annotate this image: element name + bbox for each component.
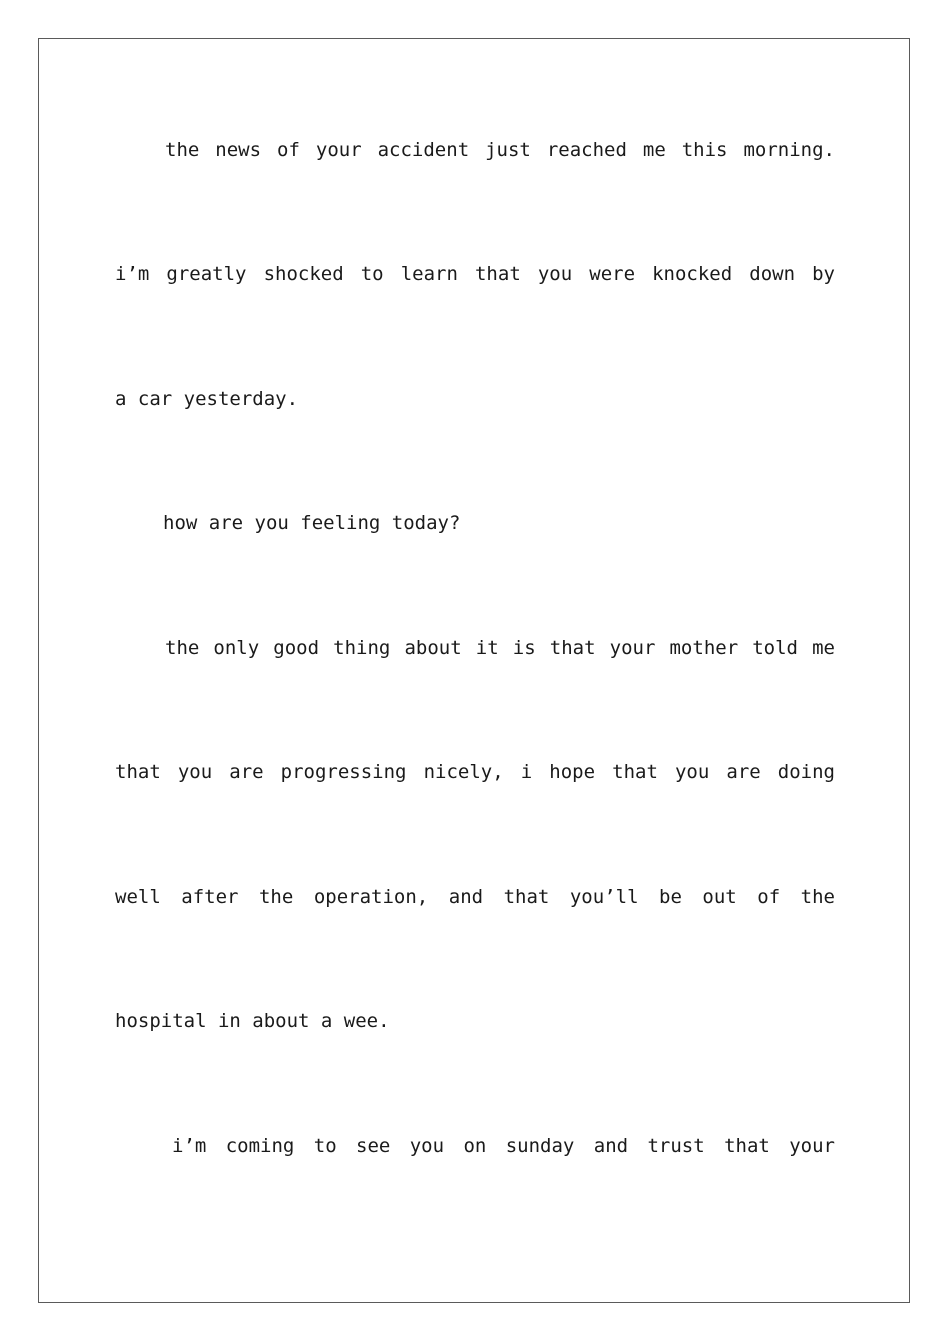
text-line: i’m coming to see you on sunday and trust that your [172,1135,835,1157]
text-line: a car yesterday. [115,388,299,410]
text-line: i’m greatly shocked to learn that you were knocked down by [115,263,835,285]
text-line: hospital in about a wee. [115,1010,390,1032]
text-line: well after the operation, and that you’ll be out of the [115,886,835,908]
text-line: how are you feeling today? [163,512,461,534]
page-border [38,38,910,1303]
text-line: the news of your accident just reached me this morning. [165,139,835,161]
text-line: the only good thing about it is that your mother told me [165,637,835,659]
text-line: that you are progressing nicely, i hope that you are doing [115,761,835,783]
